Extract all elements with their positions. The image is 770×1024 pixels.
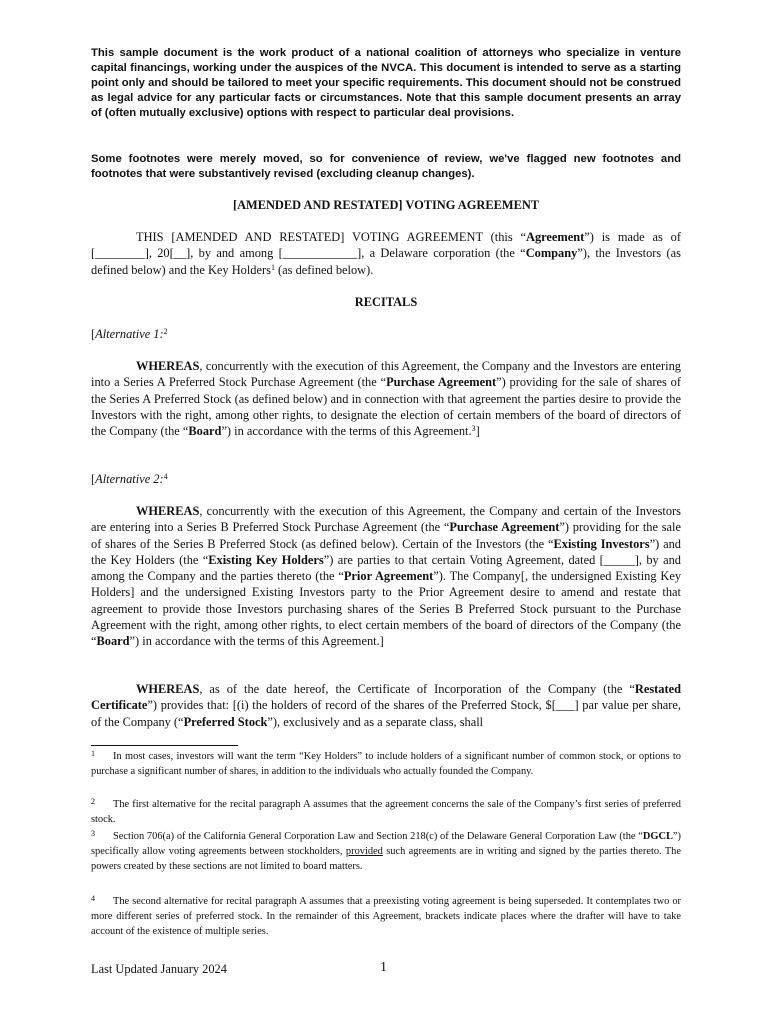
intro-paragraph: THIS [AMENDED AND RESTATED] VOTING AGREEMENT (this “Agreement”) is made as of [________], 20[__], by and among [____________], a Delaware corporation (the “Company”), the Investors (as defined below) and the Key Holders$^1$ (as defined below). <box>91 230 681 277</box>
defined-term-agreement: Agreement <box>526 230 585 244</box>
disclaimer-paragraph: This sample document is the work product of a national coalition of attorneys who specialize in venture capital financings, working under the auspices of the NVCA. This document is intended to serve as a starting point only and should be tailored to meet your specific requirements. This document should not be construed as legal advice for any particular facts or circumstances. Note that this sample document presents an array of (often mutually exclusive) options with respect to particular deal provisions. <box>91 47 682 119</box>
page-number: 1 <box>380 960 387 975</box>
alternative-1-label: [Alternative 1:$^2$ <box>91 327 168 341</box>
last-updated-footer: Last Updated January 2024 <box>91 962 227 976</box>
whereas-alternative-2: WHEREAS, concurrently with the execution of this Agreement, the Company and certain of the Investors are entering into a Series B Preferred Stock Purchase Agreement (the “Purchase Agreement”) providing for the sale of shares of the Series B Preferred Stock (as defined below). Certain of the Investors (the “Existing Investors”) and the Key Holders (the “Existing Key Holders”) are parties to that certain Voting Agreement, dated [_____], by and among the Company and the parties thereto (the “Prior Agreement”). The Company[, the undersigned Existing Key Holders] and the undersigned Existing Investors party to the Prior Agreement desire to amend and restate that agreement to provide those Investors purchasing shares of the Series B Preferred Stock pursuant to the Purchase Agreement with the right, among other rights, to elect certain members of the board of directors of the Company (the “Board”) in accordance with the terms of this Agreement.] <box>91 504 682 649</box>
footnote-ref-4[interactable]: 4 <box>163 472 168 481</box>
defined-term-company: Company <box>525 246 578 261</box>
document-title: [AMENDED AND RESTATED] VOTING AGREEMENT <box>232 198 540 212</box>
footnote-3: 3 Section 706(a) of the California General Corporation Law and Section 218(c) of the Delaware General Corporation Law (the “DGCL”) specifically allow voting agreements between stockholders, provided such agreements are in writing and signed by the parties thereto. The powers created by these sections are not limited to board matters. <box>91 829 681 872</box>
defined-term-board: Board <box>188 424 222 439</box>
footnote-1: 1 In most cases, investors will want the term “Key Holders” to include holders of a significant number of common stock, or options to purchase a significant number of shares, in addition to the individuals who actually founded the Company. <box>91 749 681 777</box>
defined-term-purchase-agreement: Purchase Agreement <box>386 375 497 390</box>
alternative-2-label: [Alternative 2:$^4$ <box>91 472 168 486</box>
footnote-ref-3[interactable]: 3 <box>471 424 476 434</box>
whereas-restated-certificate: WHEREAS, as of the date hereof, the Certificate of Incorporation of the Company (the “Restated Certificate”) provides that: [(i) the holders of record of the shares of the Preferred Stock, $[___] par value per share, of the Company (“Preferred Stock”), exclusively and as a separate class, shall <box>91 682 681 729</box>
footnote-note-paragraph: Some footnotes were merely moved, so for convenience of review, we've flagged new footnotes and footnotes that were substantively revised (excluding cleanup changes). <box>91 153 681 180</box>
footnote-ref-2[interactable]: 2 <box>163 327 168 336</box>
recitals-heading: RECITALS <box>354 295 418 309</box>
footnote-separator <box>91 745 238 746</box>
footnote-ref-1[interactable]: 1 <box>270 262 275 272</box>
footnote-2: 2 The first alternative for the recital paragraph A assumes that the agreement concerns the sale of the Company’s first series of preferred stock. <box>91 797 681 825</box>
whereas-alternative-1: WHEREAS, concurrently with the execution of this Agreement, the Company and the Investors are entering into a Series A Preferred Stock Purchase Agreement (the “Purchase Agreement”) providing for the sale of shares of the Series A Preferred Stock (as defined below) and in connection with that agreement the parties desire to provide the Investors with the right, among other rights, to designate the election of certain members of the board of directors of the Company (the “Board”) in accordance with the terms of this Agreement.$^3$] <box>91 359 681 439</box>
footnote-4: 4 The second alternative for recital paragraph A assumes that a preexisting voting agreement is being superseded. It contemplates two or more different series of preferred stock. In the remainder of this Agreement, brackets indicate places where the drafter will have to take account of the existence of multiple series. <box>91 894 681 937</box>
